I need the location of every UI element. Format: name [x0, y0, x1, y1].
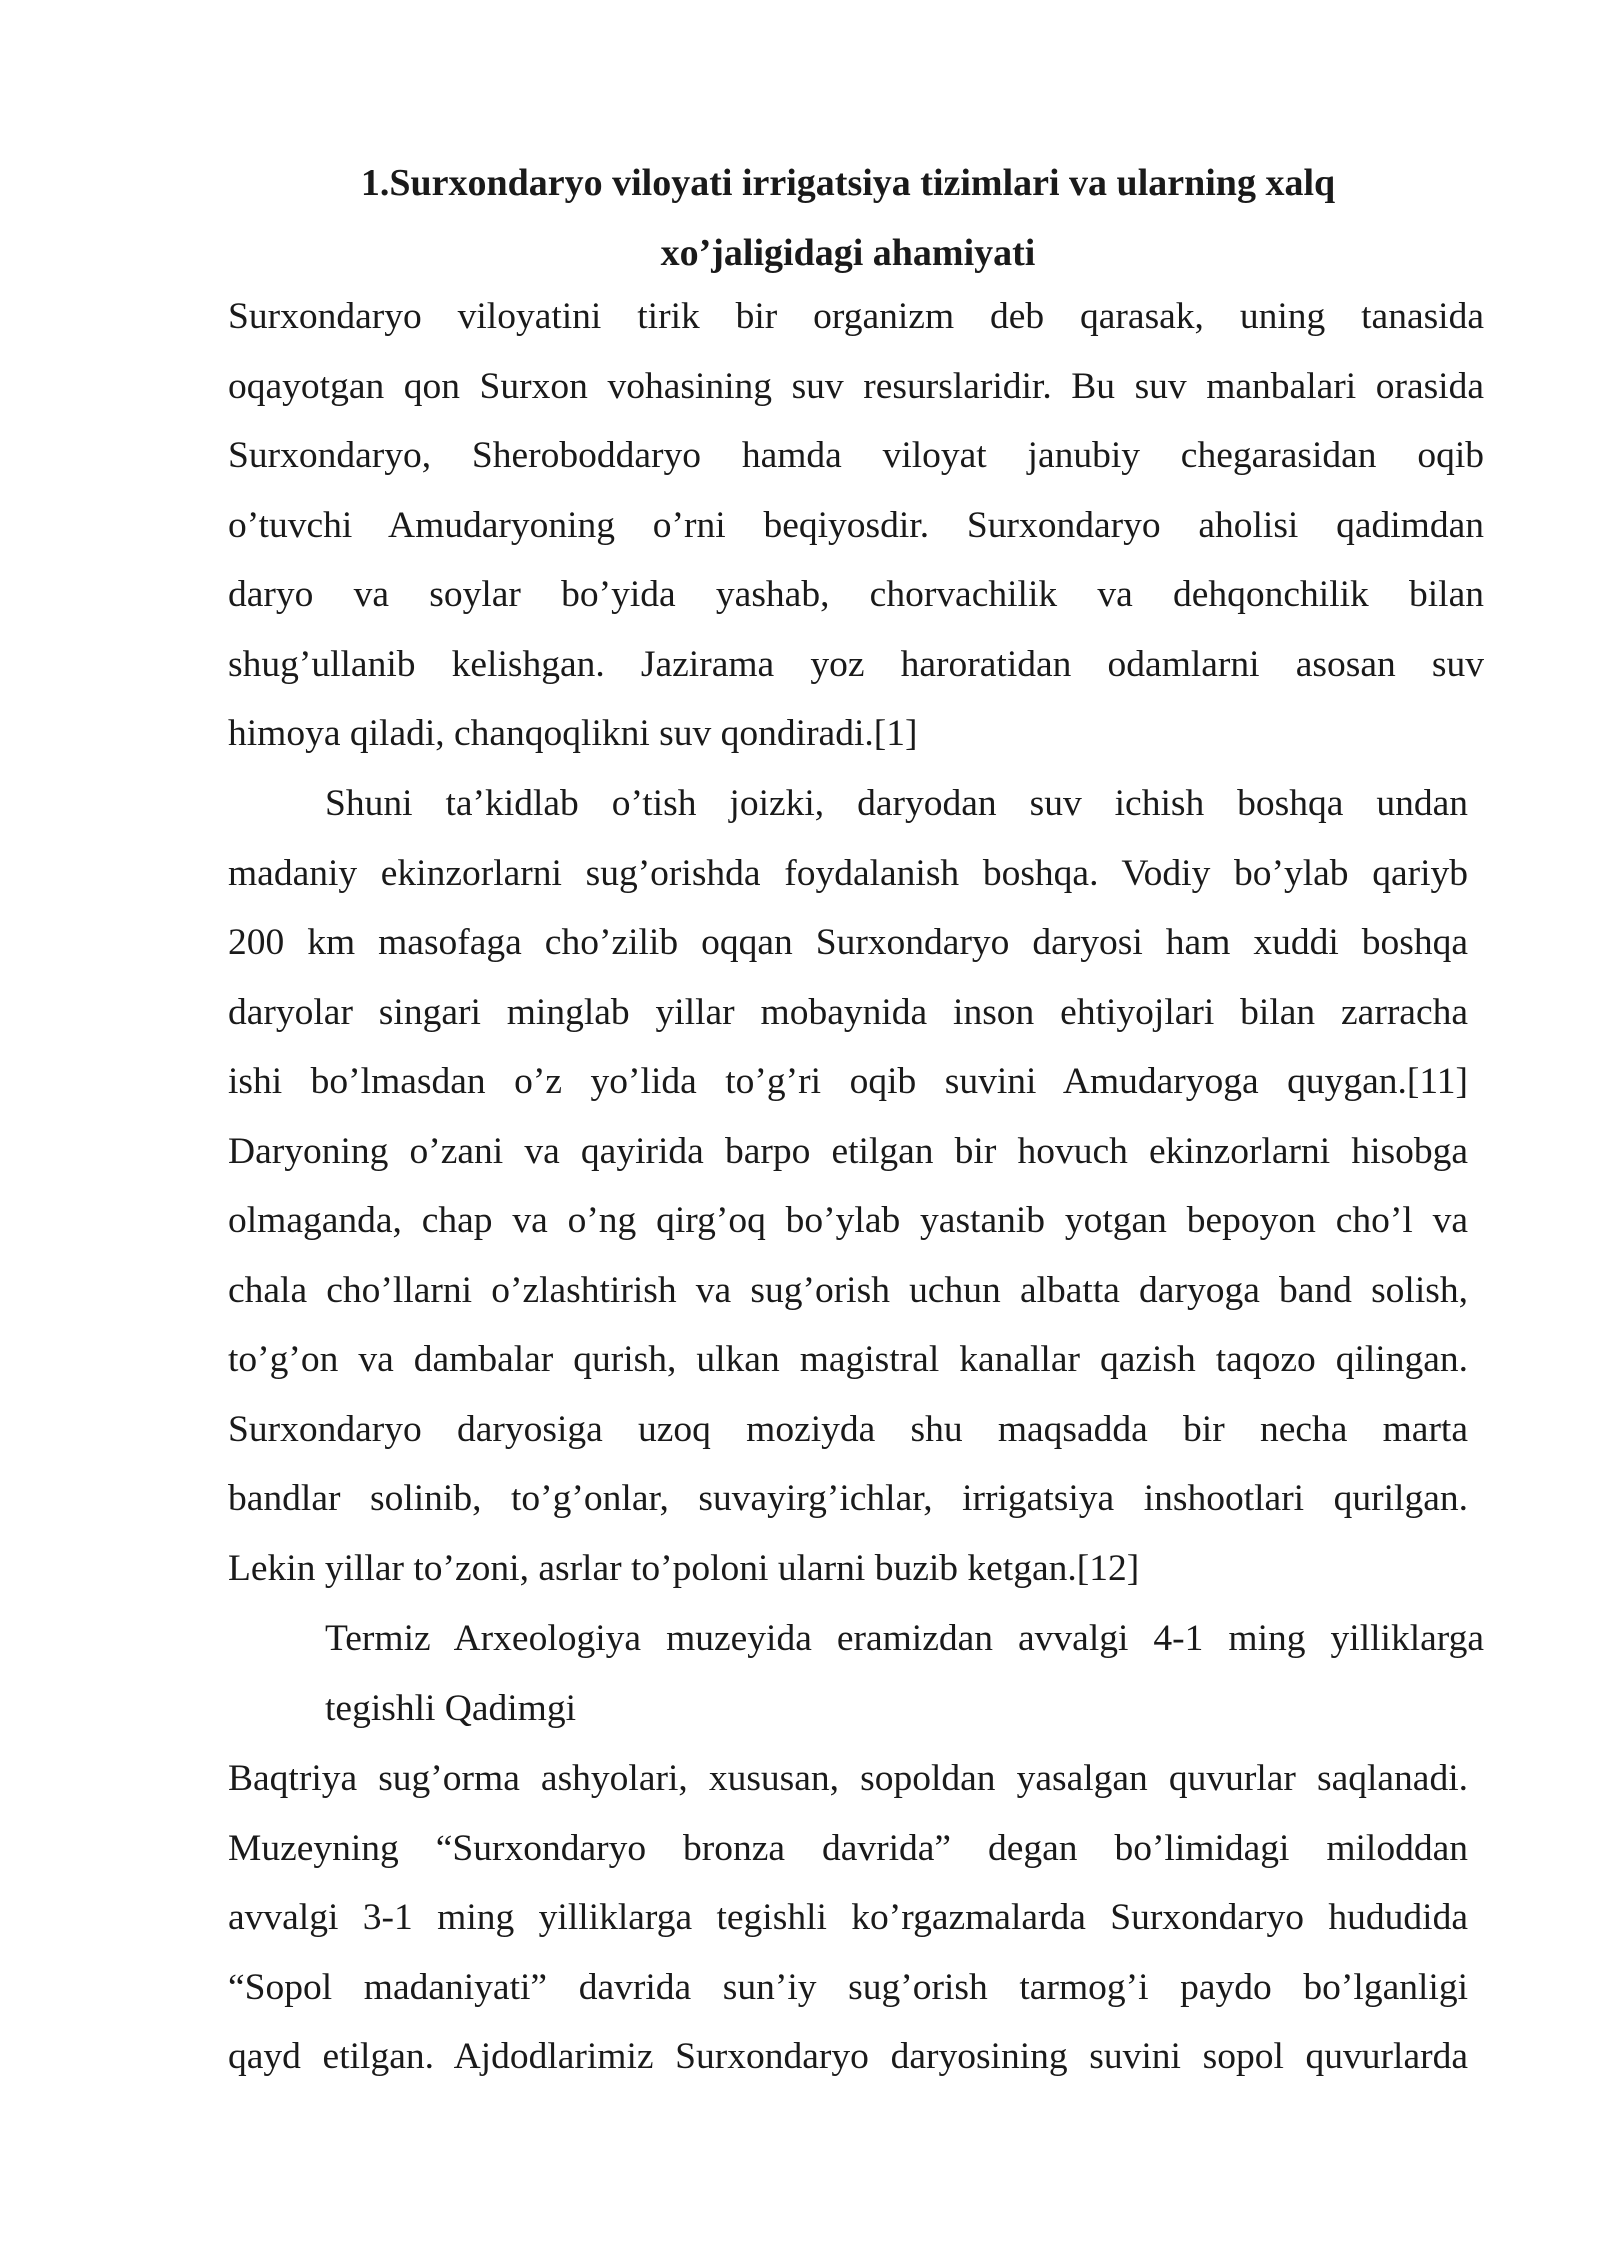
text-line: tegishli Qadimgi — [325, 1687, 577, 1729]
text-line: Lekin yillar to’zoni, asrlar to’poloni ularni buzib ketgan.[12] — [228, 1547, 1140, 1589]
text-line: qayd etilgan. Ajdodlarimiz Surxondaryo daryosining suvini sopol quvurlarda — [228, 2036, 1468, 2077]
text-line: avvalgi 3-1 ming yilliklarga tegishli ko’rgazmalarda Surxondaryo hududida — [228, 1897, 1468, 1938]
text-line: daryo va soylar bo’yida yashab, chorvachilik va dehqonchilik bilan — [228, 574, 1484, 615]
text-line: Baqtriya sug’orma ashyolari, xususan, sopoldan yasalgan quvurlar saqlanadi. — [228, 1758, 1468, 1799]
text-line: Muzeyning “Surxondaryo bronza davrida” degan bo’limidagi miloddan — [228, 1827, 1468, 1869]
text-line: to’g’on va dambalar qurish, ulkan magistral kanallar qazish taqozo qilingan. — [228, 1339, 1468, 1380]
text-line: bandlar solinib, to’g’onlar, suvayirg’ichlar, irrigatsiya inshootlari qurilgan. — [228, 1478, 1468, 1519]
paragraph-3-indented — [325, 1604, 1484, 1743]
text-line: shug’ullanib kelishgan. Jazirama yoz haroratidan odamlarni asosan suv — [228, 643, 1484, 685]
text-line: Surxondaryo daryosiga uzoq moziyda shu maqsadda bir necha marta — [228, 1408, 1468, 1450]
text-line: olmaganda, chap va o’ng qirg’oq bo’ylab yastanib yotgan bepoyon cho’l va — [228, 1200, 1468, 1241]
text-line: “Sopol madaniyati” davrida sun’iy sug’orish tarmog’i paydo bo’lganligi — [228, 1966, 1468, 2008]
text-line: Surxondaryo viloyatini tirik bir organizm deb qarasak, uning tanasida — [228, 296, 1484, 337]
text-line: o’tuvchi Amudaryoning o’rni beqiyosdir. Surxondaryo aholisi qadimdan — [228, 504, 1484, 546]
text-line: himoya qiladi, chanqoqlikni suv qondiradi.[1] — [228, 713, 918, 754]
title-line-2: xo’jaligidagi ahamiyati — [660, 232, 1036, 274]
text-line: chala cho’llarni o’zlashtirish va sug’orish uchun albatta daryoga band solish, — [228, 1269, 1468, 1311]
text-line: Surxondaryo, Sheroboddaryo hamda viloyat janubiy chegarasidan oqib — [228, 435, 1484, 476]
text-line: daryolar singari minglab yillar mobaynida inson ehtiyojlari bilan zarracha — [228, 991, 1468, 1033]
text-line: oqayotgan qon Surxon vohasining suv resurslaridir. Bu suv manbalari orasida — [228, 365, 1484, 407]
page-title — [228, 148, 1468, 288]
text-line: 200 km masofaga cho’zilib oqqan Surxondaryo daryosi ham xuddi boshqa — [228, 922, 1468, 963]
text-line: madaniy ekinzorlarni sug’orishda foydalanish boshqa. Vodiy bo’ylab qariyb — [228, 852, 1468, 894]
paragraph-3 — [228, 1744, 1468, 2092]
text-line: Shuni ta’kidlab o’tish joizki, daryodan suv ichish boshqa undan — [325, 783, 1468, 824]
title-line-1: 1.Surxondaryo viloyati irrigatsiya tizimlari va ularning xalq — [360, 162, 1336, 204]
paragraph-1 — [228, 282, 1484, 769]
text-line: Daryoning o’zani va qayirida barpo etilgan bir hovuch ekinzorlarni hisobga — [228, 1130, 1468, 1172]
text-line: ishi bo’lmasdan o’z yo’lida to’g’ri oqib suvini Amudaryoga quygan.[11] — [228, 1061, 1468, 1102]
text-line: Termiz Arxeologiya muzeyida eramizdan avvalgi 4-1 ming yilliklarga — [325, 1618, 1484, 1659]
paragraph-2 — [228, 769, 1468, 1603]
